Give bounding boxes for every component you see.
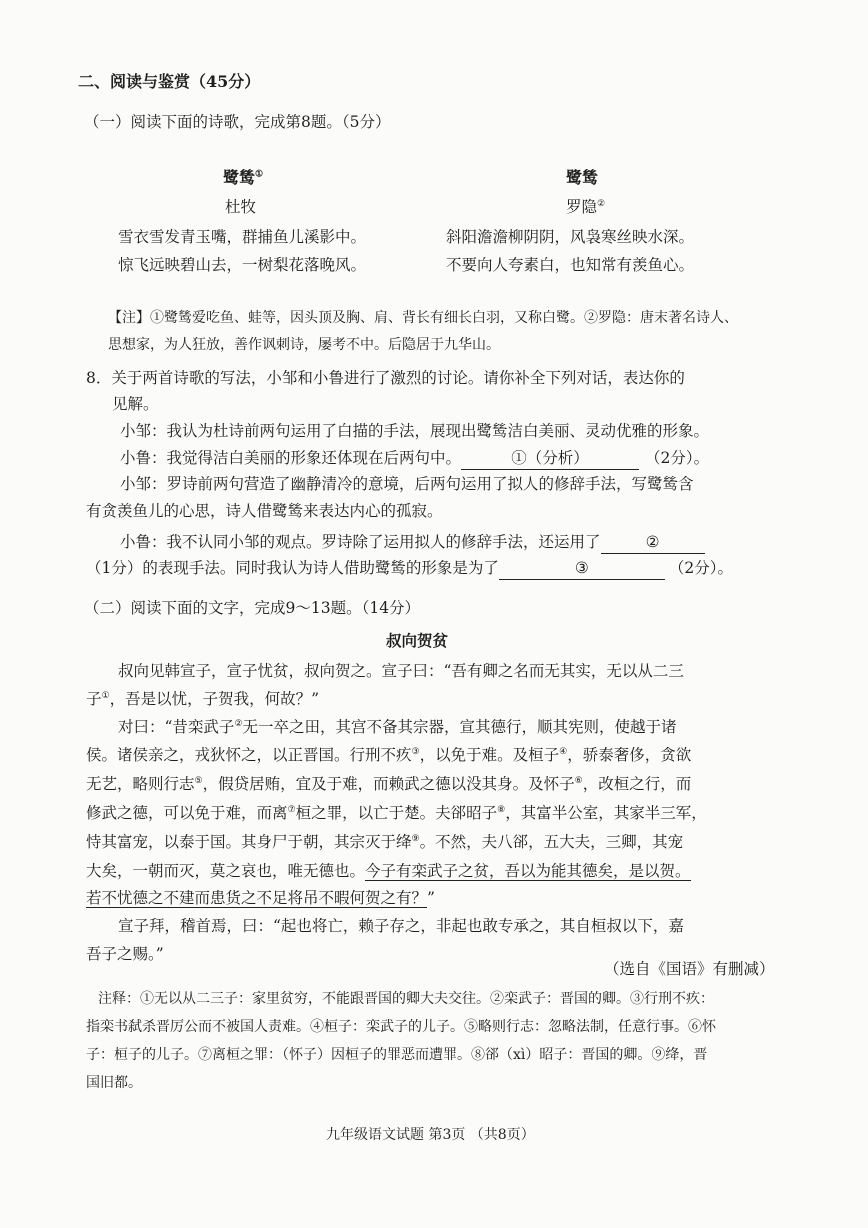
passage-line: 大矣，一朝而灭，莫之哀也，唯无德也。今子有栾武子之贫，吾以为能其德矣，是以贺。: [86, 862, 691, 880]
passage-line: 侯。诸侯亲之，戎狄怀之，以正晋国。行刑不疚③，以免于难。及桓子④，骄泰奢侈，贪欲: [86, 746, 692, 764]
poem2-title: 鹭鸶: [566, 168, 599, 187]
poem1-line1: 雪衣雪发青玉嘴，群捕鱼儿溪影中。: [118, 228, 367, 246]
note-mark: ⑥: [574, 775, 583, 786]
notes-line: 指栾书弑杀晋厉公而不被国人责难。④桓子：栾武子的儿子。⑤略则行志：忽略法制，任意行事。⑥怀: [86, 1019, 716, 1035]
note-mark: ⑦: [287, 804, 296, 815]
poem2-author: 罗隐②: [566, 198, 606, 216]
note-mark: ①: [101, 690, 110, 701]
dialogue-3-cont: 有贪羡鱼儿的心思，诗人借鹭鸶来表达内心的孤寂。: [86, 502, 443, 520]
poem2-line1: 斜阳澹澹柳阴阴，风袅寒丝映水深。: [446, 228, 695, 246]
note-mark: ⑨: [411, 833, 420, 844]
passage-line: 叔向见韩宣子，宣子忧贫，叔向贺之。宣子曰：“吾有卿之名而无其实，无以从二三: [118, 662, 684, 680]
answer-blank-1[interactable]: ①（分析）: [461, 447, 639, 470]
passage-title: 叔向贺贫: [386, 631, 449, 650]
part2-heading: （二）阅读下面的文字，完成9～13题。（14分）: [84, 599, 421, 617]
note-mark: ⑤: [194, 775, 203, 786]
notes-line: 国旧都。: [86, 1075, 142, 1091]
note-mark: ④: [559, 746, 568, 757]
underlined-sentence: 若不忧德之不建而患货之不足将吊不暇何贺之有？: [86, 889, 428, 907]
dialogue-4: 小鲁：我不认同小邹的观点。罗诗除了运用拟人的修辞手法，还运用了 ②: [120, 531, 705, 554]
notes-line: 注释：①无以从二三子：家里贫穷，不能跟晋国的卿大夫交往。②栾武子：晋国的卿。③行刑不疚：: [98, 991, 714, 1007]
passage-line: 宣子拜，稽首焉，曰：“起也将亡，赖子存之，非起也敢专承之，其自桓叔以下，嘉: [118, 917, 684, 935]
dialogue-1: 小邹：我认为杜诗前两句运用了白描的手法，展现出鹭鸶洁白美丽、灵动优雅的形象。: [120, 422, 710, 440]
poem2-line2: 不要向人夸素白，也知常有羡鱼心。: [446, 256, 695, 274]
passage-line: 修武之德，可以免于难，而离⑦桓之罪，以亡于楚。夫郤昭子⑧，其富半公室，其家半三军，: [86, 804, 707, 822]
note-mark: ①: [255, 169, 264, 180]
passage-line: 恃其富宠，以泰于国。其身尸于朝，其宗灭于绛⑨。不然，夫八郤，五大夫，三卿，其宠: [86, 833, 684, 851]
passage-line: 无艺，略则行志⑤，假贷居贿，宜及于难，而赖武之德以没其身。及怀子⑥，改桓之行，而: [86, 775, 692, 793]
question-8-cont: 见解。: [112, 395, 159, 413]
dialogue-3: 小邹：罗诗前两句营造了幽静清冷的意境，后两句运用了拟人的修辞手法，写鹭鸶含: [120, 475, 694, 493]
notes-line: 子：桓子的儿子。⑦离桓之罪：（怀子）因桓子的罪恶而遭罪。⑧郤（xì）昭子：晋国的卿。⑨绛，晋: [86, 1047, 708, 1063]
passage-source: （选自《国语》有删减）: [604, 960, 775, 978]
answer-blank-3[interactable]: ③: [499, 557, 665, 580]
poem1-title: 鹭鸶①: [223, 168, 264, 187]
note-mark: ②: [597, 198, 606, 209]
part1-heading: （一）阅读下面的诗歌，完成第8题。（5分）: [84, 113, 391, 131]
poem-note-line2: 思想家，为人狂放，善作讽刺诗，屡考不中。后隐居于九华山。: [108, 337, 500, 353]
poem1-line2: 惊飞远映碧山去，一树梨花落晚风。: [118, 256, 367, 274]
passage-line: 子①，吾是以忧，子贺我，何故？”: [86, 690, 320, 708]
answer-blank-2[interactable]: ②: [601, 531, 705, 554]
note-mark: ②: [234, 718, 243, 729]
poem1-author: 杜牧: [225, 198, 257, 216]
section-title: 二、阅读与鉴赏（45分）: [78, 72, 261, 91]
passage-line: 若不忧德之不建而患货之不足将吊不暇何贺之有？”: [86, 889, 435, 907]
passage-line: 对曰：“昔栾武子②无一卒之田，其宫不备其宗器，宣其德行，顺其宪则，使越于诸: [118, 718, 677, 736]
passage-line: 吾子之赐。”: [86, 945, 164, 963]
poem-note-line1: 【注】①鹭鸶爱吃鱼、蛙等，因头顶及胸、肩、背长有细长白羽，又称白鹭。②罗隐：唐末著名诗人、: [108, 310, 738, 326]
dialogue-2: 小鲁：我觉得洁白美丽的形象还体现在后两句中。 ①（分析） （2分）。: [120, 447, 709, 470]
dialogue-4-cont: （1分）的表现手法。同时我认为诗人借助鹭鸶的形象是为了 ③ （2分）。: [86, 557, 733, 580]
underlined-sentence: 今子有栾武子之贫，吾以为能其德矣，是以贺。: [365, 862, 691, 880]
page-footer: 九年级语文试题 第3页 （共8页）: [326, 1127, 535, 1143]
question-8: 8．关于两首诗歌的写法，小邹和小鲁进行了激烈的讨论。请你补全下列对话，表达你的: [86, 369, 685, 387]
note-mark: ⑧: [497, 804, 506, 815]
note-mark: ③: [411, 746, 420, 757]
